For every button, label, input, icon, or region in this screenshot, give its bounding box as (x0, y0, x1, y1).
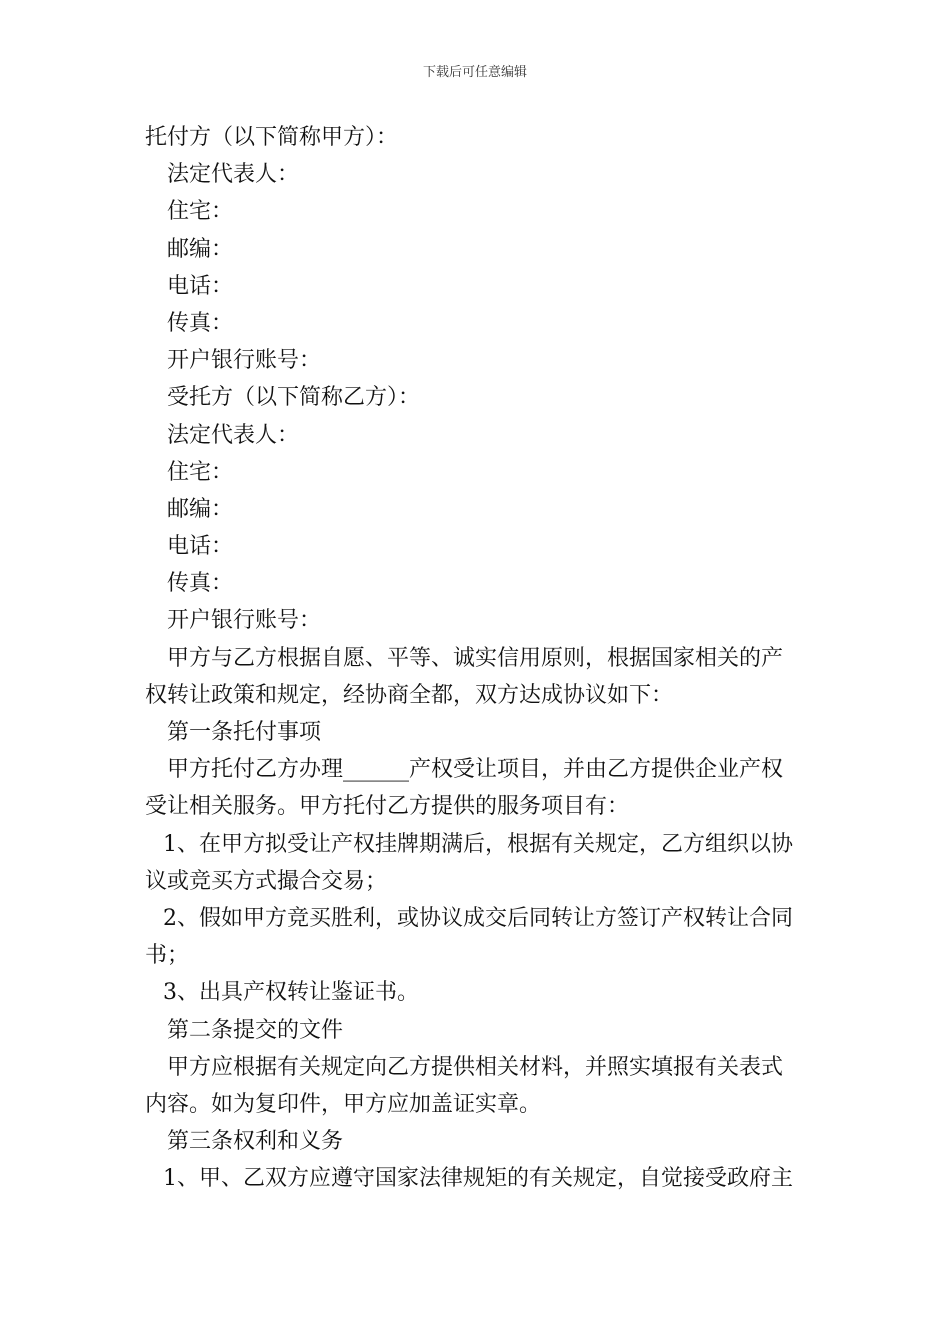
doc-line: 住宅： (167, 459, 234, 485)
doc-line: 受让相关服务。甲方托付乙方提供的服务项目有： (145, 794, 630, 820)
doc-line: 邮编： (167, 496, 234, 522)
doc-line: 传真： (167, 310, 234, 336)
doc-line: 1、在甲方拟受让产权挂牌期满后，根据有关规定，乙方组织以协 (163, 831, 793, 857)
doc-line: 3、出具产权转让鉴证书。 (163, 980, 419, 1006)
doc-line: 开户银行账号： (167, 348, 322, 374)
doc-line: 议或竞买方式撮合交易； (145, 868, 388, 894)
doc-line: 电话： (167, 534, 234, 560)
doc-line: 法定代表人： (167, 422, 300, 448)
doc-line: 电话： (167, 273, 234, 299)
doc-line: 内容。如为复印件，甲方应加盖证实章。 (145, 1091, 542, 1117)
doc-line: 住宅： (167, 199, 234, 225)
doc-line: 托付方（以下简称甲方）： (145, 125, 399, 150)
doc-line: 法定代表人： (167, 162, 300, 188)
doc-line: 权转让政策和规定，经协商全都，双方达成协议如下： (145, 682, 674, 708)
doc-line: 受托方（以下简称乙方）： (167, 385, 421, 411)
doc-line: 第二条提交的文件 (167, 1017, 344, 1043)
page-header: 下载后可任意编辑 (422, 65, 527, 80)
doc-line: 1、甲、乙双方应遵守国家法律规矩的有关规定，自觉接受政府主 (163, 1166, 793, 1192)
doc-line: 书； (145, 943, 190, 969)
doc-line: 甲方应根据有关规定向乙方提供相关材料，并照实填报有关表式 (167, 1054, 784, 1080)
doc-line: 传真： (167, 571, 234, 597)
doc-line: 邮编： (167, 236, 234, 262)
doc-line: 甲方托付乙方办理______产权受让项目，并由乙方提供企业产权 (167, 757, 784, 783)
document-body (145, 119, 807, 1197)
doc-line: 2、假如甲方竞买胜利，或协议成交后同转让方签订产权转让合同 (163, 905, 793, 931)
doc-line: 开户银行账号： (167, 608, 322, 634)
doc-line: 甲方与乙方根据自愿、平等、诚实信用原则，根据国家相关的产 (167, 645, 784, 671)
doc-line: 第一条托付事项 (167, 720, 322, 745)
doc-line: 第三条权利和义务 (167, 1129, 344, 1155)
